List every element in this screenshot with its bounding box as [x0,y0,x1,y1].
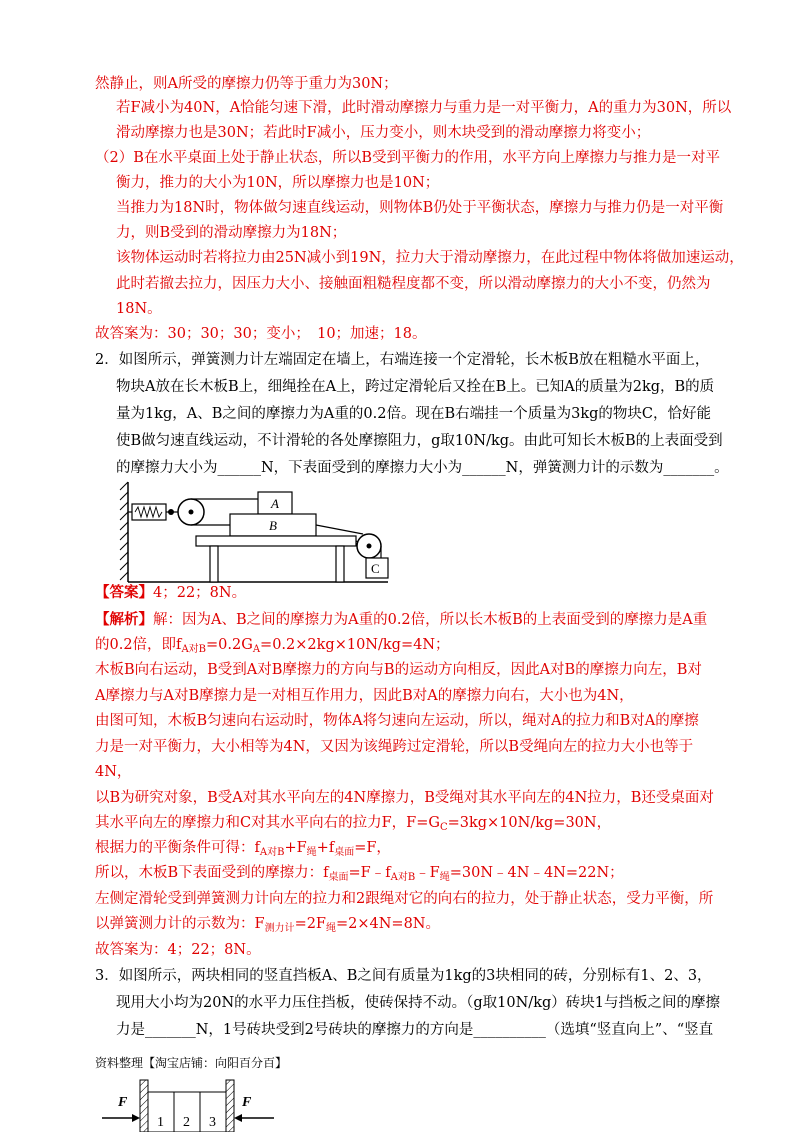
analysis-text: +F [284,840,307,856]
analysis-subscript: A对B [181,644,207,655]
question-2-text: 2．如图所示，弹簧测力计左端固定在墙上，右端连接一个定滑轮，长木板B放在粗糙水平面上， [95,352,710,368]
solution-line: 若F减小为40N，A恰能匀速下滑，此时滑动摩擦力与重力是一对平衡力，A的重力为30N，所以 [116,100,732,116]
brick-1-label: 1 [157,1115,164,1130]
analysis-line: 由图可知，木板B匀速向右运动时，物体A将匀速向左运动，所以，绳对A的拉力和B对A的摩擦 [95,713,699,729]
analysis-line: 力是一对平衡力，大小相等为4N，又因为该绳跨过定滑轮，所以B受绳向左的拉力大小也等于 [95,739,694,755]
analysis-text: +f [316,840,335,856]
analysis-text: 的0.2倍，即f [95,637,182,653]
analysis-line [95,611,707,629]
table-top [196,536,356,546]
solution-line: 衡力，推力的大小为10N，所以摩擦力也是10N； [116,175,440,191]
solution-line: 18N。 [116,301,162,317]
analysis-text: =0.2G [206,637,253,653]
analysis-line [95,915,440,935]
board-b-label: B [269,518,277,533]
bricks-figure [98,1078,288,1132]
analysis-subscript: 绳 [439,872,450,883]
answer-row [95,584,246,602]
solution-line: （2）B在水平桌面上处于静止状态，所以B受到平衡力的作用，水平方向上摩擦力与推力是一对平 [95,150,721,166]
answer-tag: 【答案】 [95,584,153,601]
analysis-text: ﹣F [415,865,440,881]
analysis-line [95,864,624,884]
block-c-label: C [371,561,380,576]
solution-line: 然静止，则A所受的摩擦力仍等于重力为30N； [95,76,398,92]
plate-a [140,1080,148,1132]
spring-scale [132,504,166,520]
force-right-label: F [242,1095,252,1110]
analysis-text: =3kg×10N/kg=30N， [447,815,612,831]
solution-line: 此时若撤去拉力，因压力大小、接触面粗糙程度都不变，所以滑动摩擦力的大小不变，仍然为 [116,276,711,292]
analysis-text: 根据力的平衡条件可得：f [95,840,260,856]
analysis-text: =F﹣f [348,865,391,881]
analysis-text: =2×4N=8N。 [336,916,440,932]
analysis-text: 其水平向左的摩擦力和C对其水平向右的拉力F，F=G [95,815,440,831]
brick-2-label: 2 [183,1115,190,1130]
solution-line: 滑动摩擦力也是30N；若此时F减小，压力变小，则木块受到的滑动摩擦力将变小； [116,125,651,141]
brick-3-label: 3 [209,1115,216,1130]
footer-source: 资料整理【淘宝店铺：向阳百分百】 [95,1056,288,1070]
analysis-line [95,636,450,656]
analysis-line [95,814,611,834]
pulley-figure [118,478,398,588]
analysis-line [95,839,391,859]
question-3-text: 力是_______N，1号砖块受到2号砖块的摩擦力的方向是__________（选填“竖直向上”、“竖直 [116,1022,714,1038]
analysis-subscript: 桌面 [334,847,355,858]
analysis-line: 以B为研究对象，B受A对其水平向左的4N摩擦力，B受绳对其水平向左的4N拉力，B还受桌面对 [95,790,714,806]
answer-line: 故答案为：30；30；30；变小； 10；加速；18。 [95,326,427,342]
analysis-line: 木板B向右运动，B受到A对B摩擦力的方向与B的运动方向相反，因此A对B的摩擦力向左，B对 [95,662,702,678]
analysis-text: =0.2×2kg×10N/kg=4N； [260,637,450,653]
analysis-text: =2F [294,916,326,932]
analysis-text: 以弹簧测力计的示数为：F [95,916,265,932]
analysis-line: 4N， [95,764,132,780]
analysis-text: =30N﹣4N﹣4N=22N； [449,865,624,881]
analysis-line: A摩擦力与A对B摩擦力是一对相互作用力，因此B对A的摩擦力向右，大小也为4N， [95,688,634,704]
question-2-text: 物块A放在长木板B上，细绳拴在A上，跨过定滑轮后又拴在B上。已知A的质量为2kg，B的质 [116,379,715,395]
answer-value: 4；22；8N。 [153,585,247,601]
question-2-text: 的摩擦力大小为______N，下表面受到的摩擦力大小为______N，弹簧测力计的示数为_______。 [116,460,729,476]
answer-line: 故答案为：4；22；8N。 [95,942,261,958]
question-3-text: 3．如图所示，两块相同的竖直挡板A、B之间有质量为1kg的3块相同的砖，分别标有1、2、3， [95,968,712,984]
force-left-label: F [118,1095,128,1110]
analysis-tag: 【解析】 [95,611,153,628]
analysis-text: =F， [354,840,391,856]
solution-line: 当推力为18N时，物体做匀速直线运动，则物体B仍处于平衡状态，摩擦力与推力仍是一对平衡 [116,200,724,216]
plate-b [226,1080,234,1132]
analysis-subscript: 测力计 [264,923,295,934]
solution-line: 该物体运动时若将拉力由25N减小到19N，拉力大于滑动摩擦力，在此过程中物体将做加速运动， [116,250,744,266]
analysis-text: 所以，木板B下表面受到的摩擦力：f [95,865,329,881]
question-2-text: 量为1kg，A、B之间的摩擦力为A重的0.2倍。现在B右端挂一个质量为3kg的物块C，恰好能 [116,406,711,422]
solution-line: 力，则B受到的滑动摩擦力为18N； [116,225,347,241]
question-3-text: 现用大小均为20N的水平力压住挡板，使砖保持不动。（g取10N/kg）砖块1与挡板之间的摩擦 [116,995,720,1011]
analysis-subscript: A对B [390,872,416,883]
analysis-subscript: 绳 [306,847,317,858]
analysis-subscript: 桌面 [328,872,349,883]
analysis-subscript: A [252,644,261,655]
analysis-line: 左侧定滑轮受到弹簧测力计向左的拉力和2跟绳对它的向右的拉力，处于静止状态，受力平衡，所 [95,891,714,907]
question-2-text: 使B做匀速直线运动，不计滑轮的各处摩擦阻力，g取10N/kg。由此可知长木板B的上表面受到 [116,433,723,449]
analysis-text: 解：因为A、B之间的摩擦力为A重的0.2倍，所以长木板B的上表面受到的摩擦力是A重 [153,612,708,628]
block-a-label: A [271,496,279,511]
analysis-subscript: 绳 [326,923,336,934]
analysis-subscript: C [439,822,448,833]
analysis-subscript: A对B [259,847,285,858]
